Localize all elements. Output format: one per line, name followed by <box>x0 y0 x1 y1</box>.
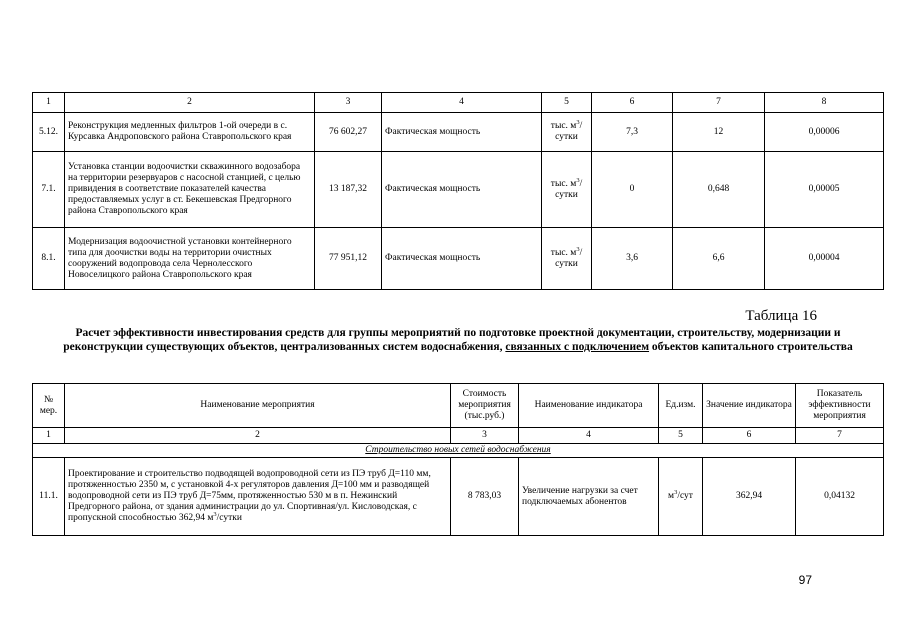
header-cell: 1 <box>33 428 65 444</box>
header-cell: 6 <box>703 428 796 444</box>
value-col8: 0,00006 <box>765 113 884 152</box>
table-prev-continuation <box>32 92 884 290</box>
page-number: 97 <box>798 573 812 587</box>
measure-cost: 76 602,27 <box>315 113 382 152</box>
measure-name: Установка станции водоочистки скважинного водозабора на территории резервуаров с насосной станцией, с целью привидения в соответствие показателей качества предоставляемых услуг в ст. Бекешевская Предгорного района Ставропольского края <box>65 152 315 228</box>
value-col6: 3,6 <box>592 228 673 290</box>
measure-cost: 13 187,32 <box>315 152 382 228</box>
header-efficiency: Показатель эффективности мероприятия <box>796 384 884 428</box>
header-cell: 4 <box>382 93 542 113</box>
heading-underlined: связанных с подключением <box>505 341 650 353</box>
unit: тыс. $м^3$/сутки <box>542 228 592 290</box>
header-cell: 5 <box>659 428 703 444</box>
row-number: 8.1. <box>33 228 65 290</box>
row-number: 7.1. <box>33 152 65 228</box>
table-row <box>33 458 884 536</box>
row-number: 11.1. <box>33 458 65 536</box>
indicator-value: 362,94 <box>703 458 796 536</box>
measure-cost: 8 783,03 <box>451 458 519 536</box>
header-name: Наименование мероприятия <box>65 384 451 428</box>
table-header-numbers <box>33 93 884 113</box>
header-cost: Стоимость мероприятия (тыс.руб.) <box>451 384 519 428</box>
table-header-numbers <box>33 428 884 444</box>
row-number: 5.12. <box>33 113 65 152</box>
measure-name: Реконструкция медленных фильтров 1-ой очереди в с. Курсавка Андроповского района Ставропольского края <box>65 113 315 152</box>
header-cell: 3 <box>451 428 519 444</box>
value-col7: 12 <box>673 113 765 152</box>
table-16 <box>32 383 884 536</box>
indicator-name: Фактическая мощность <box>382 113 542 152</box>
indicator-name: Фактическая мощность <box>382 228 542 290</box>
header-cell: 3 <box>315 93 382 113</box>
indicator-name: Увеличение нагрузки за счет подключаемых абонентов <box>519 458 659 536</box>
header-unit: Ед.изм. <box>659 384 703 428</box>
measure-cost: 77 951,12 <box>315 228 382 290</box>
header-cell: 5 <box>542 93 592 113</box>
measure-name: Модернизация водоочистной установки контейнерного типа для доочистки воды на территории очистных сооружений водопровода села Чернолесского Новоселицкого района Ставропольского края <box>65 228 315 290</box>
table-caption: Таблица 16 <box>745 308 817 324</box>
header-cell: 7 <box>796 428 884 444</box>
header-cell: 8 <box>765 93 884 113</box>
table-row <box>33 113 884 152</box>
header-cell: 2 <box>65 93 315 113</box>
section-title: Строительство новых сетей водоснабжения <box>33 444 884 458</box>
table-header <box>33 384 884 428</box>
value-col6: 7,3 <box>592 113 673 152</box>
indicator-name: Фактическая мощность <box>382 152 542 228</box>
table-heading: Расчет эффективности инвестирования средств для группы мероприятий по подготовке проектной документации, строительству, модернизации и реконструкции существующих объектов, централизованных систем водоснабжения, связанных с подключением объектов капитального строительства <box>63 327 853 353</box>
measure-name: Проектирование и строительство подводящей водопроводной сети из ПЭ труб Д=110 мм, протяженностью 2350 м, с установкой 4-х регуляторов давления Д=100 мм и разводящей водопроводной сети из ПЭ труб Д=75мм, протяженностью 530 м в п. Нежинский Предгорного района, от здания администрации до ул. Спортивная/ул. Кисловодская, с пропускной способностью 362,94 $м^3$/сутки <box>65 458 451 536</box>
unit: $м^3$/сут <box>659 458 703 536</box>
header-cell: 4 <box>519 428 659 444</box>
header-cell: 6 <box>592 93 673 113</box>
header-cell: 2 <box>65 428 451 444</box>
header-value: Значение индикатора <box>703 384 796 428</box>
value-col8: 0,00004 <box>765 228 884 290</box>
table-row <box>33 228 884 290</box>
value-col7: 0,648 <box>673 152 765 228</box>
header-num: № мер. <box>33 384 65 428</box>
value-col6: 0 <box>592 152 673 228</box>
section-row <box>33 444 884 458</box>
value-col8: 0,00005 <box>765 152 884 228</box>
value-col7: 6,6 <box>673 228 765 290</box>
header-cell: 7 <box>673 93 765 113</box>
header-indicator: Наименование индикатора <box>519 384 659 428</box>
unit: тыс. $м^3$/сутки <box>542 113 592 152</box>
efficiency-value: 0,04132 <box>796 458 884 536</box>
table-row <box>33 152 884 228</box>
header-cell: 1 <box>33 93 65 113</box>
unit: тыс. $м^3$/сутки <box>542 152 592 228</box>
